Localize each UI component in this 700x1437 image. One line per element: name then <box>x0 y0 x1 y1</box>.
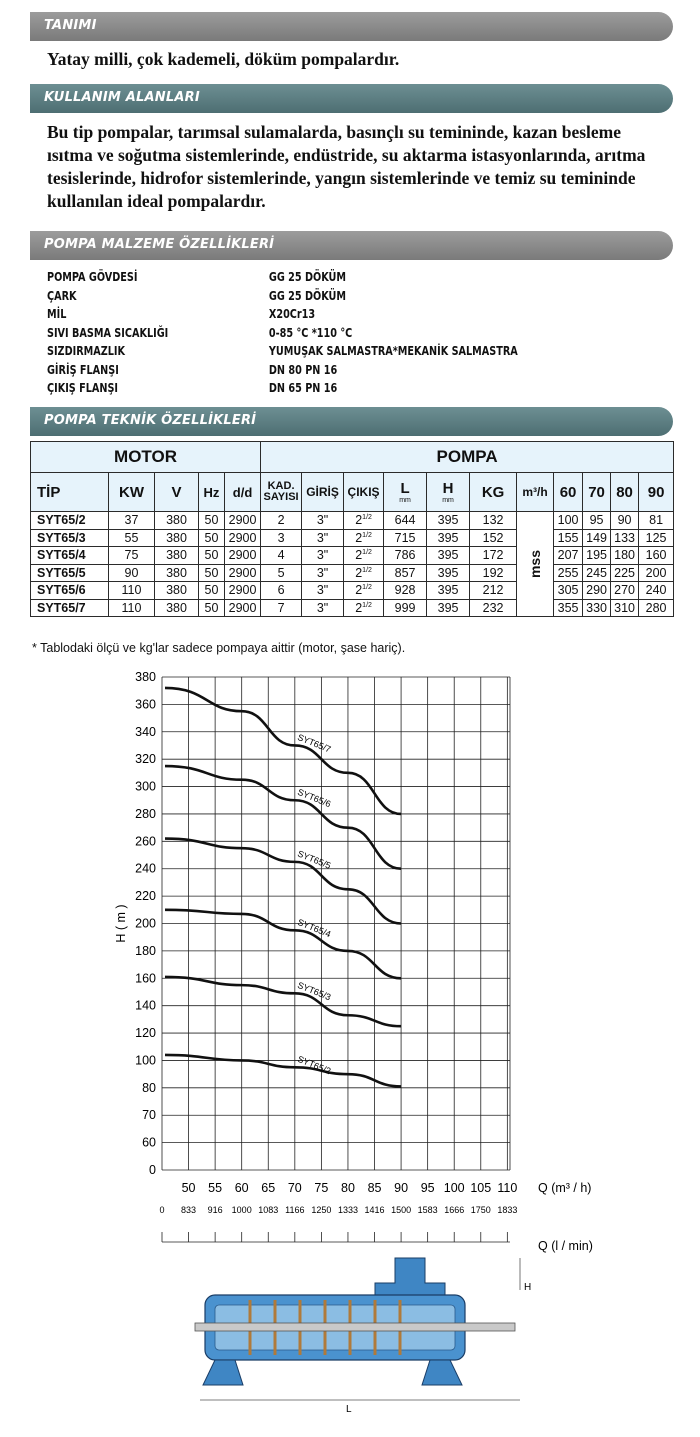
col-kg: KG <box>470 473 517 512</box>
cell-giris: 3" <box>302 582 344 600</box>
cell-cikis <box>344 547 384 565</box>
cell-q80: 310 <box>611 599 639 617</box>
cell-kw: 110 <box>109 582 155 600</box>
cell-kw: 75 <box>109 547 155 565</box>
mss-label: mss <box>527 549 544 579</box>
material-key: POMPA GÖVDESİ <box>47 269 138 284</box>
col-q80: 80 <box>611 473 639 512</box>
y-tick-label: 60 <box>142 1135 156 1150</box>
cell-l: 857 <box>384 564 427 582</box>
material-value: X20Cr13 <box>268 306 316 321</box>
cell-hz: 50 <box>199 599 225 617</box>
x-tick-label: 65 <box>261 1181 276 1195</box>
table-row <box>31 582 674 600</box>
col-cikis: ÇIKIŞ <box>344 473 384 512</box>
cikis-value: 2 <box>355 600 363 615</box>
series-label: SYT65/3 <box>296 979 333 1003</box>
cell-v: 380 <box>155 582 199 600</box>
y-tick-label: 100 <box>135 1053 156 1068</box>
cell-v: 380 <box>155 547 199 565</box>
col-v: V <box>155 473 199 512</box>
table-row <box>31 599 674 617</box>
cell-kad: 5 <box>261 564 302 582</box>
y-tick-label: 220 <box>135 889 156 904</box>
x2-tick-label: 0 <box>159 1205 165 1215</box>
col-q90: 90 <box>639 473 674 512</box>
performance-chart <box>0 660 700 1437</box>
cell-q60: 207 <box>554 547 583 565</box>
cell-q90: 240 <box>639 582 674 600</box>
cell-q70: 290 <box>583 582 611 600</box>
material-key: SIVI BASMA SICAKLIĞI <box>47 324 169 340</box>
cell-kw: 55 <box>109 529 155 547</box>
cell-q70: 330 <box>583 599 611 617</box>
section-title: KULLANIM ALANLARI <box>44 90 200 105</box>
cell-h: 395 <box>427 547 470 565</box>
cell-q60: 155 <box>554 529 583 547</box>
kullanim-line: tesislerinde, hidrofor sistemlerinde, yangın sistemlerinde ve temiz su temininde <box>47 168 636 188</box>
pump-feet <box>203 1360 462 1385</box>
cell-dd: 2900 <box>225 599 261 617</box>
cell-q70: 149 <box>583 529 611 547</box>
cell-q70: 95 <box>583 512 611 530</box>
series-line <box>165 910 401 978</box>
series-line <box>165 977 401 1026</box>
cell-kw: 37 <box>109 512 155 530</box>
series-label: SYT65/4 <box>296 916 333 940</box>
x-tick-label: 70 <box>287 1181 302 1195</box>
col-kad-1: KAD. <box>267 480 295 492</box>
cell-giris: 3" <box>302 564 344 582</box>
col-q60: 60 <box>554 473 583 512</box>
series-label: SYT65/5 <box>296 848 333 871</box>
section-title: POMPA TEKNİK ÖZELLİKLERİ <box>44 413 257 428</box>
material-value: GG 25 DÖKÜM <box>268 269 346 284</box>
section-bar-malzeme <box>30 231 673 260</box>
x-tick-label: 90 <box>394 1181 409 1195</box>
cell-hz: 50 <box>199 529 225 547</box>
group-pompa: POMPA <box>261 442 674 473</box>
cikis-fraction: 1/2 <box>362 514 372 522</box>
x2-tick-label: 833 <box>181 1205 197 1215</box>
cell-kg: 172 <box>470 547 517 565</box>
x2-tick-label: 1416 <box>364 1205 385 1215</box>
cell-q80: 90 <box>611 512 639 530</box>
x2-tick-label: 1750 <box>470 1205 491 1215</box>
cell-l: 715 <box>384 529 427 547</box>
cikis-value: 2 <box>355 548 363 563</box>
series-label: SYT65/2 <box>296 1053 333 1077</box>
col-kad-2: SAYISI <box>263 491 299 503</box>
col-q70: 70 <box>583 473 611 512</box>
cell-l: 786 <box>384 547 427 565</box>
x2-tick-label: 1000 <box>231 1205 252 1215</box>
cell-tip: SYT65/2 <box>31 512 109 530</box>
series-label: SYT65/7 <box>296 732 333 755</box>
cell-h: 395 <box>427 599 470 617</box>
table-note: * Tablodaki ölçü ve kg'lar sadece pompaya aittir (motor, şase hariç). <box>32 641 406 655</box>
cell-q70: 245 <box>583 564 611 582</box>
material-value: YUMUŞAK SALMASTRA*MEKANİK SALMASTRA <box>268 343 518 358</box>
cell-cikis <box>344 512 384 530</box>
spec-table <box>30 441 674 617</box>
cell-cikis <box>344 529 384 547</box>
cell-kad: 4 <box>261 547 302 565</box>
cell-tip: SYT65/5 <box>31 564 109 582</box>
y-tick-label: 340 <box>135 724 156 739</box>
col-h <box>427 473 470 512</box>
material-key: MİL <box>47 306 67 321</box>
x2-tick-label: 1833 <box>497 1205 518 1215</box>
cell-l: 644 <box>384 512 427 530</box>
table-row <box>31 547 674 565</box>
section-bar-tanimi <box>30 12 673 41</box>
cell-giris: 3" <box>302 599 344 617</box>
cell-h: 395 <box>427 529 470 547</box>
cell-tip: SYT65/3 <box>31 529 109 547</box>
x-tick-label: 105 <box>470 1181 492 1195</box>
y-tick-label: 380 <box>135 670 156 684</box>
mss-unit <box>517 512 554 617</box>
x2-tick-label: 1500 <box>391 1205 412 1215</box>
tanimi-text: Yatay milli, çok kademeli, döküm pompalardır. <box>47 49 400 69</box>
table-row <box>31 529 674 547</box>
y-tick-label: 70 <box>142 1108 156 1123</box>
cikis-value: 2 <box>355 565 363 580</box>
x-tick-label: 80 <box>341 1181 355 1195</box>
cell-q90: 125 <box>639 529 674 547</box>
cell-kg: 232 <box>470 599 517 617</box>
x2-tick-label: 1333 <box>337 1205 358 1215</box>
cell-kg: 192 <box>470 564 517 582</box>
col-l-unit: mm <box>399 496 411 504</box>
x-tick-label: 75 <box>314 1181 329 1195</box>
x-axis-label: Q (m³ / h) <box>538 1181 592 1195</box>
material-key: GİRİŞ FLANŞI <box>47 361 119 377</box>
cell-h: 395 <box>427 582 470 600</box>
x-tick-label: 100 <box>443 1181 465 1195</box>
chart-curves <box>165 688 401 1087</box>
material-value: 0-85 °C *110 °C <box>268 324 353 340</box>
cell-hz: 50 <box>199 582 225 600</box>
cell-q90: 280 <box>639 599 674 617</box>
cell-kad: 2 <box>261 512 302 530</box>
y-tick-label: 300 <box>135 779 156 794</box>
cikis-fraction: 1/2 <box>362 531 372 539</box>
col-kw: KW <box>109 473 155 512</box>
cell-giris: 3" <box>302 547 344 565</box>
material-key: ÇARK <box>47 287 77 303</box>
cell-q60: 355 <box>554 599 583 617</box>
col-tip: TİP <box>31 473 109 512</box>
cell-cikis <box>344 582 384 600</box>
cell-h: 395 <box>427 512 470 530</box>
y-tick-label: 0 <box>149 1163 156 1177</box>
cell-hz: 50 <box>199 564 225 582</box>
cell-v: 380 <box>155 512 199 530</box>
x2-axis-label: Q (l / min) <box>538 1239 593 1253</box>
cell-kg: 132 <box>470 512 517 530</box>
cikis-value: 2 <box>355 513 363 528</box>
x-tick-label: 110 <box>497 1181 518 1195</box>
cikis-fraction: 1/2 <box>362 566 372 574</box>
y-tick-label: 280 <box>135 806 156 821</box>
cell-q80: 180 <box>611 547 639 565</box>
material-value: DN 80 PN 16 <box>268 361 338 377</box>
section-title: POMPA MALZEME ÖZELLİKLERİ <box>44 237 275 252</box>
chart-grid <box>162 677 510 1170</box>
cell-tip: SYT65/4 <box>31 547 109 565</box>
material-key: ÇIKIŞ FLANŞI <box>47 380 119 395</box>
col-kad <box>261 473 302 512</box>
y-tick-label: 240 <box>135 861 156 876</box>
x-tick-label: 50 <box>181 1181 196 1195</box>
kullanim-line: Bu tip pompalar, tarımsal sulamalarda, basınçlı su temininde, kazan besleme <box>47 122 621 142</box>
pump-drawing <box>175 1258 555 1430</box>
cell-q60: 305 <box>554 582 583 600</box>
cell-kad: 6 <box>261 582 302 600</box>
cikis-fraction: 1/2 <box>362 549 372 557</box>
cikis-fraction: 1/2 <box>362 601 372 609</box>
y-tick-label: 120 <box>135 1026 156 1041</box>
col-hz: Hz <box>199 473 225 512</box>
col-l-label: L <box>400 479 410 497</box>
x-tick-label: 85 <box>367 1181 382 1195</box>
kullanim-text <box>47 121 645 213</box>
cell-dd: 2900 <box>225 564 261 582</box>
cell-tip: SYT65/7 <box>31 599 109 617</box>
cell-q90: 160 <box>639 547 674 565</box>
cell-hz: 50 <box>199 512 225 530</box>
section-bar-teknik <box>30 407 673 436</box>
cell-dd: 2900 <box>225 547 261 565</box>
series-line <box>165 1055 401 1086</box>
cell-hz: 50 <box>199 547 225 565</box>
col-l <box>384 473 427 512</box>
cell-q90: 200 <box>639 564 674 582</box>
dim-label-h: H <box>524 1282 532 1293</box>
x2-tick-label: 916 <box>207 1205 223 1215</box>
cell-v: 380 <box>155 564 199 582</box>
x2-tick-label: 1666 <box>444 1205 465 1215</box>
x2-tick-label: 1250 <box>311 1205 332 1215</box>
cell-kg: 212 <box>470 582 517 600</box>
dim-label-l: L <box>346 1404 352 1415</box>
kullanim-line: kullanılan ideal pompalardır. <box>47 191 266 211</box>
section-title: TANIMI <box>44 18 97 33</box>
x2-tick-label: 1083 <box>258 1205 279 1215</box>
x2-tick-label: 1166 <box>285 1205 305 1215</box>
cell-kad: 3 <box>261 529 302 547</box>
col-h-label: H <box>442 479 454 497</box>
series-label: SYT65/6 <box>296 786 333 810</box>
cell-v: 380 <box>155 599 199 617</box>
kullanim-line: ısıtma ve soğutma sistemlerinde, endüstride, su aktarma istasyonlarında, arıtma <box>47 145 646 165</box>
cell-q80: 133 <box>611 529 639 547</box>
pump-shaft <box>195 1323 515 1331</box>
x2-tick-label: 1583 <box>417 1205 438 1215</box>
pump-outlet <box>375 1258 445 1298</box>
cell-dd: 2900 <box>225 582 261 600</box>
section-bar-kullanim <box>30 84 673 113</box>
cell-l: 999 <box>384 599 427 617</box>
y-tick-label: 180 <box>135 943 156 958</box>
cell-kad: 7 <box>261 599 302 617</box>
cell-dd: 2900 <box>225 512 261 530</box>
chart-axes <box>114 670 591 1195</box>
y-axis-label: H ( m ) <box>114 904 128 943</box>
x-tick-label: 95 <box>420 1181 435 1195</box>
cell-giris: 3" <box>302 529 344 547</box>
cell-l: 928 <box>384 582 427 600</box>
cell-q80: 225 <box>611 564 639 582</box>
cikis-value: 2 <box>355 583 363 598</box>
y-tick-label: 200 <box>135 916 156 931</box>
series-line <box>165 688 401 814</box>
cell-q80: 270 <box>611 582 639 600</box>
cikis-value: 2 <box>355 530 363 545</box>
cell-kw: 90 <box>109 564 155 582</box>
table-row <box>31 564 674 582</box>
cell-giris: 3" <box>302 512 344 530</box>
cell-v: 380 <box>155 529 199 547</box>
y-tick-label: 80 <box>142 1080 156 1095</box>
y-tick-label: 140 <box>135 998 156 1013</box>
cell-cikis <box>344 599 384 617</box>
y-tick-label: 160 <box>135 971 156 986</box>
cell-dd: 2900 <box>225 529 261 547</box>
cell-tip: SYT65/6 <box>31 582 109 600</box>
cell-kw: 110 <box>109 599 155 617</box>
col-dd: d/d <box>225 473 261 512</box>
cell-q90: 81 <box>639 512 674 530</box>
x-tick-label: 55 <box>208 1181 223 1195</box>
x-tick-label: 60 <box>234 1181 249 1195</box>
table-row <box>31 512 674 530</box>
col-giris: GİRİŞ <box>302 473 344 512</box>
cell-q60: 100 <box>554 512 583 530</box>
material-value: DN 65 PN 16 <box>268 380 338 395</box>
col-h-unit: mm <box>442 496 454 504</box>
col-flow: m³/h <box>517 473 554 512</box>
material-key: SIZDIRMAZLIK <box>47 343 126 358</box>
y-tick-label: 360 <box>135 697 156 712</box>
y-tick-label: 320 <box>135 752 156 767</box>
cell-h: 395 <box>427 564 470 582</box>
group-motor: MOTOR <box>31 442 261 473</box>
cikis-fraction: 1/2 <box>362 584 372 592</box>
cell-cikis <box>344 564 384 582</box>
cell-kg: 152 <box>470 529 517 547</box>
cell-q60: 255 <box>554 564 583 582</box>
y-tick-label: 260 <box>135 834 156 849</box>
chart-secondary-axis <box>159 1205 592 1253</box>
cell-q70: 195 <box>583 547 611 565</box>
material-value: GG 25 DÖKÜM <box>268 287 346 303</box>
